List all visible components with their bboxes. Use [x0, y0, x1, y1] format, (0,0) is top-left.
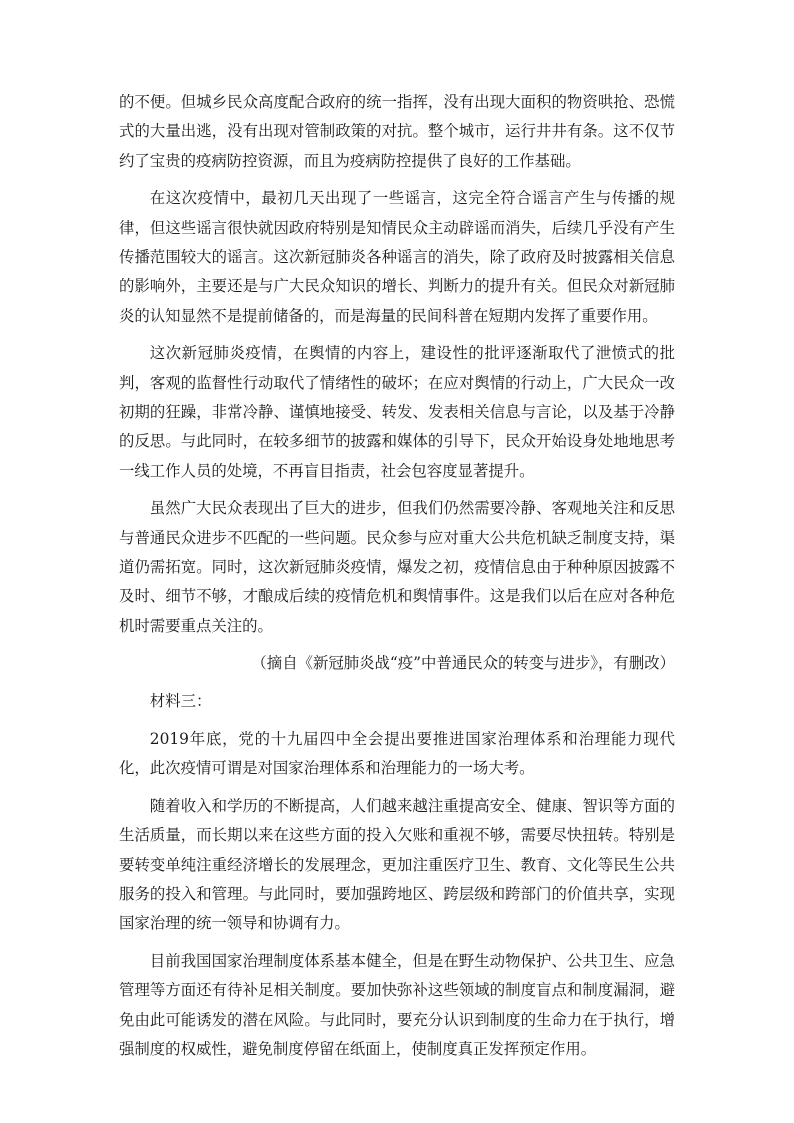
source-citation: （摘自《新冠肺炎战“疫”中普通民众的转变与进步》，有删改） — [251, 654, 675, 673]
paragraph-2: 在这次疫情中，最初几天出现了一些谣言，这完全符合谣言产生与传播的规律，但这些谣言很快就因政府特别是知情民众主动辟谣而消失，后续几乎没有产生传播范围较大的谣言。这次新冠肺炎各种谣言的消失，除了政府及时披露相关信息的影响外，主要还是与广大民众知识的增长、判断力的提升有关。但民众对新冠肺炎的认知显然不是提前储备的，而是海量的民间科普在短期内发挥了重要作用。 — [119, 189, 675, 325]
paragraph-4: 虽然广大民众表现出了巨大的进步，但我们仍然需要冷静、客观地关注和反思与普通民众进步不匹配的一些问题。民众参与应对重大公共危机缺乏制度支持，渠道仍需拓宽。同时，这次新冠肺炎疫情，爆发之初，疫情信息由于种种原因披露不及时、细节不够，才酿成后续的疫情危机和舆情事件。这是我们以后在应对各种危机时需要重点关注的。 — [119, 499, 675, 635]
paragraph-1: 的不便。但城乡民众高度配合政府的统一指挥，没有出现大面积的物资哄抢、恐慌式的大量出逃，没有出现对管制政策的对抗。整个城市，运行井井有条。这不仅节约了宝贵的疫病防控资源，而且为疫病防控提供了良好的工作基础。 — [119, 93, 675, 170]
paragraph-5: 2019年底，党的十九届四中全会提出要推进国家治理体系和治理能力现代化，此次疫情可谓是对国家治理体系和治理能力的一场大考。 — [119, 729, 675, 778]
paragraph-3: 这次新冠肺炎疫情，在舆情的内容上，建设性的批评逐渐取代了泄愤式的批判，客观的监督性行动取代了情绪性的破坏；在应对舆情的行动上，广大民众一改初期的狂躁，非常冷静、谨慎地接受、转发、发表相关信息与言论，以及基于冷静的反思。与此同时，在较多细节的披露和媒体的引导下，民众开始设身处地地思考一线工作人员的处境，不再盲目指责，社会包容度显著提升。 — [119, 344, 675, 480]
paragraph-6: 随着收入和学历的不断提高，人们越来越注重提高安全、健康、智识等方面的生活质量，而长期以来在这些方面的投入欠账和重视不够，需要尽快扭转。特别是要转变单纯注重经济增长的发展理念，更加注重医疗卫生、教育、文化等民生公共服务的投入和管理。与此同时，要加强跨地区、跨层级和跨部门的价值共享，实现国家治理的统一领导和协调有力。 — [119, 797, 675, 933]
document-page — [119, 88, 675, 1064]
paragraph-7: 目前我国国家治理制度体系基本健全，但是在野生动物保护、公共卫生、应急管理等方面还有待补足相关制度。要加快弥补这些领域的制度盲点和制度漏洞，避免由此可能诱发的潜在风险。与此同时，要充分认识到制度的生命力在于执行，增强制度的权威性，避免制度停留在纸面上，使制度真正发挥预定作用。 — [119, 952, 675, 1058]
material-label: 材料三： — [149, 692, 212, 711]
